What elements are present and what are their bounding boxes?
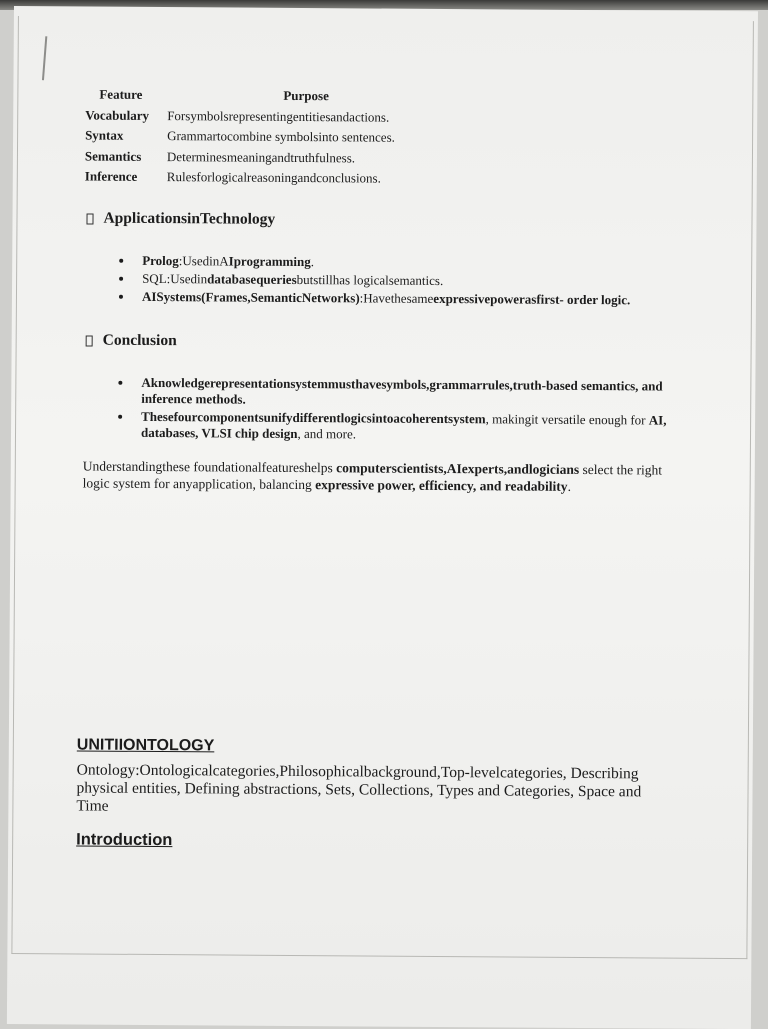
paper-sheet <box>7 6 758 1029</box>
checkbox-glyph-icon <box>86 335 93 346</box>
list-item <box>115 375 675 411</box>
item-lead: AISystems(Frames,SemanticNetworks) <box>141 288 360 306</box>
conclusion-item-text: , makingit versatile enough for <box>485 411 649 428</box>
summary-text: . <box>567 478 572 494</box>
purpose-cell: Rulesforlogicalreasoningandconclusions. <box>166 169 381 186</box>
item-rest: butstillhas logicalsemantics. <box>296 271 444 289</box>
purpose-cell: Forsymbolsrepresentingentitiesandactions. <box>167 107 390 125</box>
feature-cell: Syntax <box>85 127 124 143</box>
item-sep: :Usedin <box>166 271 208 287</box>
item-rest: . <box>310 254 315 270</box>
list-item <box>116 253 691 273</box>
feature-cell: Inference <box>84 168 138 184</box>
summary-bold: computerscientists,AIexperts,andlogicians <box>336 460 580 477</box>
conclusion-item-text: , and more. <box>297 425 357 442</box>
applications-heading-text: ApplicationsinTechnology <box>103 209 276 228</box>
feature-cell: Vocabulary <box>85 107 150 123</box>
conclusion-item-bold: Thesefourcomponentsunifydifferentlogicsintoacoherentsystem <box>141 408 486 427</box>
item-bold: Iprogramming <box>228 253 311 270</box>
summary-text: select the right logic system for anyapplication, balancing <box>82 461 663 492</box>
purpose-cell: Grammartocombine symbolsinto sentences. <box>167 128 395 145</box>
feature-column-header: Feature <box>99 86 143 102</box>
summary-bold: expressive power, efficiency, and readability <box>315 476 568 494</box>
list-item <box>115 409 675 445</box>
unit-title: UNITIIONTOLOGY <box>76 736 215 755</box>
conclusion-item-text: Aknowledgerepresentationsystemmusthavesymbols,grammarrules,truth-based semantics, and inference methods. <box>141 374 663 407</box>
item-bold: databasequeries <box>207 271 297 287</box>
conclusion-list <box>115 375 675 447</box>
item-lead: SQL <box>142 270 167 287</box>
unit-description: Ontology:Ontologicalcategories,Philosophicalbackground,Top-levelcategories, Describing physical entities, Defining abstractions, Sets, Collections, Types and Categories, Space and Time <box>76 761 642 815</box>
feature-cell: Semantics <box>84 147 142 164</box>
purpose-column-header: Purpose <box>283 87 329 104</box>
item-sep: :Havethesame <box>359 290 434 306</box>
applications-list <box>116 253 691 311</box>
applications-heading <box>86 210 275 229</box>
summary-paragraph <box>83 458 673 495</box>
conclusion-heading <box>86 332 177 351</box>
list-item <box>116 289 691 309</box>
conclusion-item-bold: AI, databases, VLSI chip design <box>140 412 667 441</box>
item-bold: expressivepoweras <box>433 290 537 307</box>
feature-table <box>85 85 556 191</box>
conclusion-heading-text: Conclusion <box>102 331 177 350</box>
list-item <box>116 271 691 291</box>
item-sep: :UsedinA <box>178 253 229 269</box>
table-row <box>85 166 555 190</box>
checkbox-glyph-icon <box>86 213 93 224</box>
item-lead: Prolog <box>142 252 179 269</box>
introduction-title: Introduction <box>76 830 173 850</box>
summary-text: Understandingthese foundationalfeatureshelps <box>82 458 337 476</box>
purpose-cell: Determinesmeaningandtruthfulness. <box>166 148 356 165</box>
item-rest: first- order logic. <box>536 291 631 308</box>
